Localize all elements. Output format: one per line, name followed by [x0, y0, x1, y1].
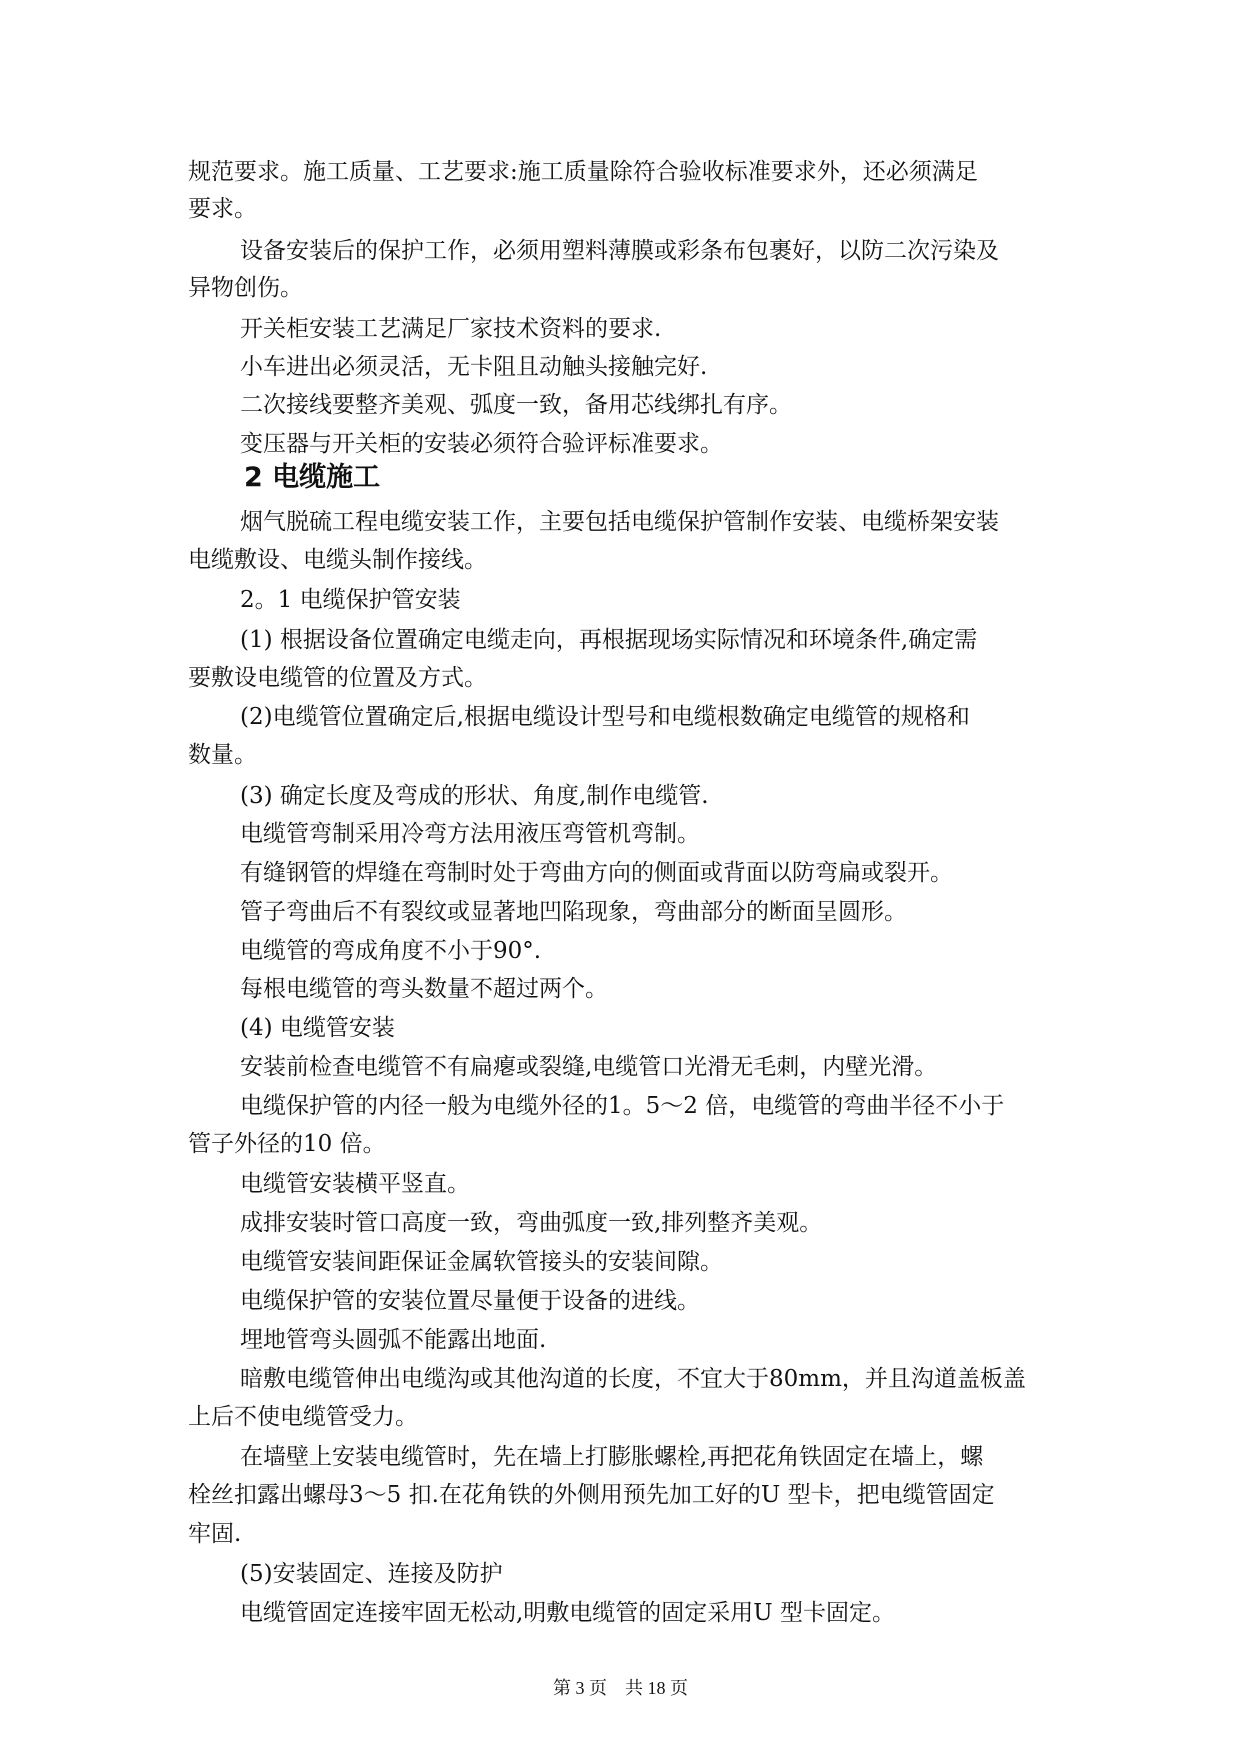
- paragraph-line: (3) 确定长度及弯成的形状、角度,制作电缆管.: [240, 783, 709, 809]
- paragraph-line: 每根电缆管的弯头数量不超过两个。: [240, 976, 608, 1002]
- subsection-heading: (5)安装固定、连接及防护: [240, 1561, 503, 1587]
- paragraph-line: (2)电缆管位置确定后,根据电缆设计型号和电缆根数确定电缆管的规格和: [240, 704, 970, 730]
- paragraph-line: 电缆保护管的内径一般为电缆外径的1。5～2 倍，电缆管的弯曲半径不小于: [240, 1093, 1005, 1119]
- paragraph-line: 安装前检查电缆管不有扁瘪或裂缝,电缆管口光滑无毛刺，内壁光滑。: [240, 1054, 938, 1080]
- paragraph-line: 成排安装时管口高度一致，弯曲弧度一致,排列整齐美观。: [240, 1210, 823, 1236]
- paragraph-line: 电缆管的弯成角度不小于90°.: [240, 938, 542, 964]
- paragraph-line: (1) 根据设备位置确定电缆走向，再根据现场实际情况和环境条件,确定需: [240, 627, 978, 653]
- paragraph-line: 管子外径的10 倍。: [188, 1131, 386, 1157]
- paragraph-line: 埋地管弯头圆弧不能露出地面.: [240, 1327, 547, 1353]
- paragraph-line: 要求。: [188, 196, 257, 222]
- paragraph-line: 电缆管弯制采用冷弯方法用液压弯管机弯制。: [240, 821, 700, 847]
- paragraph-line: 规范要求。施工质量、工艺要求:施工质量除符合验收标准要求外，还必须满足: [188, 159, 978, 185]
- paragraph-line: 要敷设电缆管的位置及方式。: [188, 665, 487, 691]
- paragraph-line: 有缝钢管的焊缝在弯制时处于弯曲方向的侧面或背面以防弯扁或裂开。: [240, 860, 953, 886]
- paragraph-line: 栓丝扣露出螺母3～5 扣.在花角铁的外侧用预先加工好的U 型卡，把电缆管固定: [188, 1482, 995, 1508]
- paragraph-line: 电缆管安装横平竖直。: [240, 1171, 470, 1197]
- paragraph-line: 开关柜安装工艺满足厂家技术资料的要求.: [240, 316, 662, 342]
- paragraph-line: 异物创伤。: [188, 275, 303, 301]
- paragraph-line: 二次接线要整齐美观、弧度一致，备用芯线绑扎有序。: [240, 392, 792, 418]
- paragraph-line: 暗敷电缆管伸出电缆沟或其他沟道的长度，不宜大于80mm，并且沟道盖板盖: [240, 1366, 1026, 1392]
- paragraph-line: 上后不使电缆管受力。: [188, 1404, 418, 1430]
- paragraph-line: 电缆管安装间距保证金属软管接头的安装间隙。: [240, 1249, 723, 1275]
- paragraph-line: 小车进出必须灵活，无卡阻且动触头接触完好.: [240, 354, 708, 380]
- section-heading: 2 电缆施工: [244, 462, 381, 493]
- subsection-heading: 2。1 电缆保护管安装: [240, 587, 461, 613]
- paragraph-line: 牢固.: [188, 1521, 242, 1547]
- page-number-footer: 第 3 页 共 18 页: [553, 1678, 688, 1698]
- paragraph-line: 变压器与开关柜的安装必须符合验评标准要求。: [240, 431, 723, 457]
- subsection-heading: (4) 电缆管安装: [240, 1015, 395, 1041]
- paragraph-line: 烟气脱硫工程电缆安装工作，主要包括电缆保护管制作安装、电缆桥架安装: [240, 509, 999, 535]
- paragraph-line: 电缆管固定连接牢固无松动,明敷电缆管的固定采用U 型卡固定。: [240, 1600, 896, 1626]
- paragraph-line: 电缆保护管的安装位置尽量便于设备的进线。: [240, 1288, 700, 1314]
- paragraph-line: 电缆敷设、电缆头制作接线。: [188, 547, 487, 573]
- paragraph-line: 设备安装后的保护工作，必须用塑料薄膜或彩条布包裹好，以防二次污染及: [240, 238, 999, 264]
- paragraph-line: 管子弯曲后不有裂纹或显著地凹陷现象，弯曲部分的断面呈圆形。: [240, 899, 907, 925]
- paragraph-line: 在墙壁上安装电缆管时，先在墙上打膨胀螺栓,再把花角铁固定在墙上，螺: [240, 1444, 984, 1470]
- paragraph-line: 数量。: [188, 742, 257, 768]
